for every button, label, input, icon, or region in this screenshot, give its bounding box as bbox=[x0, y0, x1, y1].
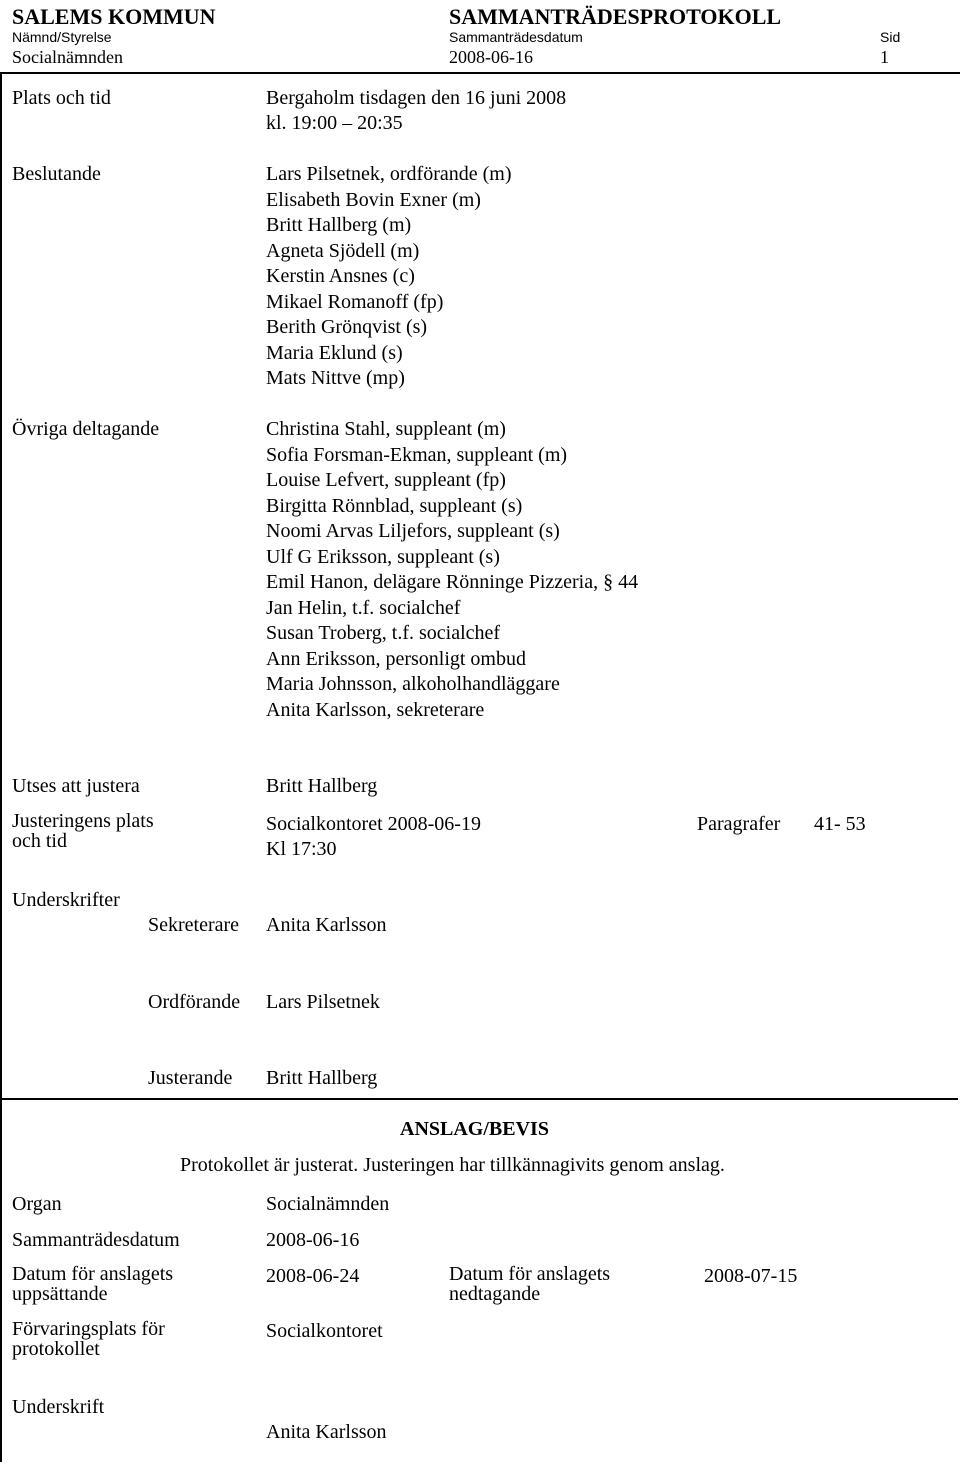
list-item: Elisabeth Bovin Exner (m) bbox=[266, 188, 481, 211]
left-border bbox=[0, 72, 2, 1462]
secretary-name: Anita Karlsson bbox=[266, 914, 387, 936]
paragraphs-value: 41- 53 bbox=[814, 813, 866, 835]
posted-label-line-2: uppsättande bbox=[12, 1283, 108, 1305]
list-item: Emil Hanon, delägare Rönninge Pizzeria, § 44 bbox=[266, 571, 639, 593]
signatures-label: Underskrifter bbox=[12, 889, 120, 911]
posted-label bbox=[12, 1264, 173, 1304]
doc-title: SAMMANTRÄDESPROTOKOLL bbox=[449, 4, 782, 29]
list-item: Noomi Arvas Liljefors, suppleant (s) bbox=[266, 520, 560, 542]
list-item: Christina Stahl, suppleant (m) bbox=[266, 418, 506, 440]
list-item: Lars Pilsetnek, ordförande (m) bbox=[266, 163, 512, 185]
date-value: 2008-06-16 bbox=[449, 47, 533, 67]
chair-label: Ordförande bbox=[148, 991, 241, 1013]
adjust-place-label bbox=[12, 811, 154, 851]
posted-value: 2008-06-24 bbox=[266, 1265, 360, 1287]
organ-label: Organ bbox=[12, 1193, 62, 1215]
decision-label: Beslutande bbox=[12, 163, 101, 185]
list-item: Susan Troberg, t.f. socialchef bbox=[266, 622, 501, 644]
adjust-time-value: Kl 17:30 bbox=[266, 838, 337, 860]
place-line-2: kl. 19:00 – 20:35 bbox=[266, 112, 403, 134]
place-line-1: Bergaholm tisdagen den 16 juni 2008 bbox=[266, 87, 567, 109]
others-label: Övriga deltagande bbox=[12, 418, 160, 440]
adjust-place-label-line-1: Justeringens plats bbox=[12, 810, 154, 832]
storage-label bbox=[12, 1319, 165, 1359]
removed-label-line-2: nedtagande bbox=[449, 1283, 541, 1305]
posted-label-line-1: Datum för anslagets bbox=[12, 1263, 174, 1285]
list-item: Ann Eriksson, personligt ombud bbox=[266, 647, 526, 670]
body-label: Nämnd/Styrelse bbox=[12, 29, 112, 45]
adjuster-label: Justerande bbox=[148, 1067, 233, 1089]
notice-title: ANSLAG/BEVIS bbox=[400, 1118, 549, 1140]
list-item: Louise Lefvert, suppleant (fp) bbox=[266, 469, 506, 491]
list-item: Anita Karlsson, sekreterare bbox=[266, 698, 485, 721]
place-label: Plats och tid bbox=[12, 87, 111, 109]
paragraphs-label: Paragrafer bbox=[697, 813, 781, 835]
adjust-place-value: Socialkontoret 2008-06-19 bbox=[266, 813, 481, 835]
page-label: Sid bbox=[880, 29, 901, 45]
list-item: Jan Helin, t.f. socialchef bbox=[266, 596, 461, 619]
removed-value: 2008-07-15 bbox=[704, 1265, 798, 1287]
storage-label-line-1: Förvaringsplats för bbox=[12, 1318, 165, 1340]
removed-label bbox=[449, 1264, 610, 1304]
list-item: Birgitta Rönnblad, suppleant (s) bbox=[266, 494, 523, 517]
list-item: Ulf G Eriksson, suppleant (s) bbox=[266, 545, 500, 568]
list-item: Agneta Sjödell (m) bbox=[266, 239, 420, 262]
adjuster-name: Britt Hallberg bbox=[266, 1067, 378, 1089]
notice-statement: Protokollet är justerat. Justeringen har tillkännagivits genom anslag. bbox=[180, 1154, 725, 1176]
list-item: Mikael Romanoff (fp) bbox=[266, 290, 444, 313]
others-list bbox=[266, 416, 638, 722]
list-item: Sofia Forsman-Ekman, suppleant (m) bbox=[266, 443, 568, 466]
list-item: Berith Grönqvist (s) bbox=[266, 316, 428, 338]
secretary-label: Sekreterare bbox=[148, 914, 240, 936]
list-item: Britt Hallberg (m) bbox=[266, 214, 412, 236]
chair-name: Lars Pilsetnek bbox=[266, 991, 380, 1013]
organ-value: Socialnämnden bbox=[266, 1193, 390, 1215]
list-item: Kerstin Ansnes (c) bbox=[266, 265, 415, 287]
removed-label-line-1: Datum för anslagets bbox=[449, 1263, 611, 1285]
signature-label: Underskrift bbox=[12, 1396, 105, 1418]
justera-label: Utses att justera bbox=[12, 775, 140, 797]
signature-name: Anita Karlsson bbox=[266, 1421, 387, 1443]
page-value: 1 bbox=[880, 47, 889, 67]
date-label: Sammanträdesdatum bbox=[449, 29, 583, 45]
org-name: SALEMS KOMMUN bbox=[12, 4, 216, 29]
adjust-place-label-line-2: och tid bbox=[12, 830, 67, 852]
header-divider bbox=[0, 72, 960, 74]
notice-divider bbox=[0, 1098, 958, 1100]
list-item: Maria Johnsson, alkoholhandläggare bbox=[266, 673, 560, 695]
justera-value: Britt Hallberg bbox=[266, 775, 378, 797]
meeting-date-label: Sammanträdesdatum bbox=[12, 1229, 180, 1251]
body-value: Socialnämnden bbox=[12, 47, 123, 67]
list-item: Maria Eklund (s) bbox=[266, 341, 403, 364]
list-item: Mats Nittve (mp) bbox=[266, 367, 405, 389]
meeting-date-value: 2008-06-16 bbox=[266, 1229, 360, 1251]
storage-label-line-2: protokollet bbox=[12, 1338, 100, 1360]
storage-value: Socialkontoret bbox=[266, 1320, 383, 1342]
decision-makers-list bbox=[266, 161, 511, 391]
